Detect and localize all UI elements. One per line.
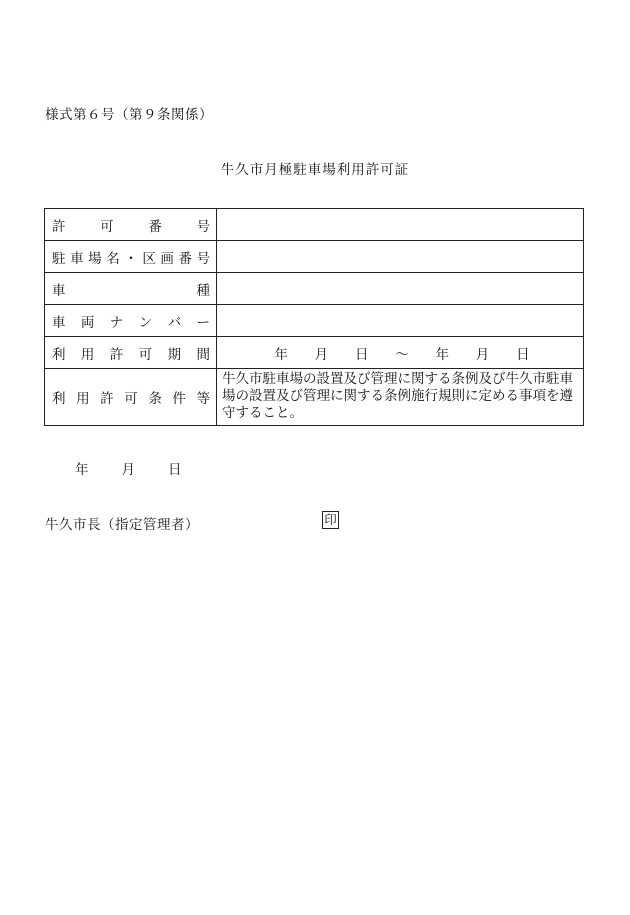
table-row-conditions: [45, 369, 584, 426]
row-label-usage-period: 利 用 許 可 期 間: [45, 337, 217, 369]
period-end-day: 日: [516, 346, 530, 363]
table-row-permit-number: [45, 209, 584, 241]
issue-date-line: [75, 458, 182, 478]
form-number: 様式第６号（第９条関係）: [45, 107, 213, 123]
period-start-day: 日: [354, 346, 369, 363]
row-label-vehicle-type: 車 種: [45, 273, 217, 305]
signer-name: 牛久市長（指定管理者）: [45, 517, 199, 533]
row-label-conditions: 利 用 許 可 条 件 等: [45, 369, 217, 426]
parking-lot-value: [217, 241, 584, 273]
table-row-vehicle-type: [45, 273, 584, 305]
issue-date-month: 月: [121, 462, 135, 478]
period-end-month: 月: [475, 346, 490, 363]
conditions-value: 牛久市駐車場の設置及び管理に関する条例及び牛久市駐車場の設置及び管理に関する条例施行規則に定める事項を遵守すること。: [217, 369, 584, 426]
vehicle-number-value: [217, 305, 584, 337]
period-start-year: 年: [274, 346, 288, 363]
period-tilde: 〜: [395, 346, 409, 363]
issue-date-year: 年: [75, 462, 89, 478]
permit-number-value: [217, 209, 584, 241]
usage-period-value: [217, 337, 584, 369]
row-label-parking-lot: 駐 車 場 名 ・ 区 画 番 号: [45, 241, 217, 273]
issue-date-day: 日: [168, 462, 182, 478]
seal-mark: 印: [322, 511, 339, 529]
permit-table: [44, 208, 584, 426]
table-row-vehicle-number: [45, 305, 584, 337]
document-title: 牛久市月極駐車場利用許可証: [220, 162, 410, 178]
period-end-year: 年: [435, 346, 450, 363]
row-label-permit-number: 許 可 番 号: [45, 209, 217, 241]
row-label-vehicle-number: 車 両 ナ ン バ ー: [45, 305, 217, 337]
table-row-parking-lot: [45, 241, 584, 273]
table-row-usage-period: [45, 337, 584, 369]
vehicle-type-value: [217, 273, 584, 305]
period-start-month: 月: [314, 346, 329, 363]
